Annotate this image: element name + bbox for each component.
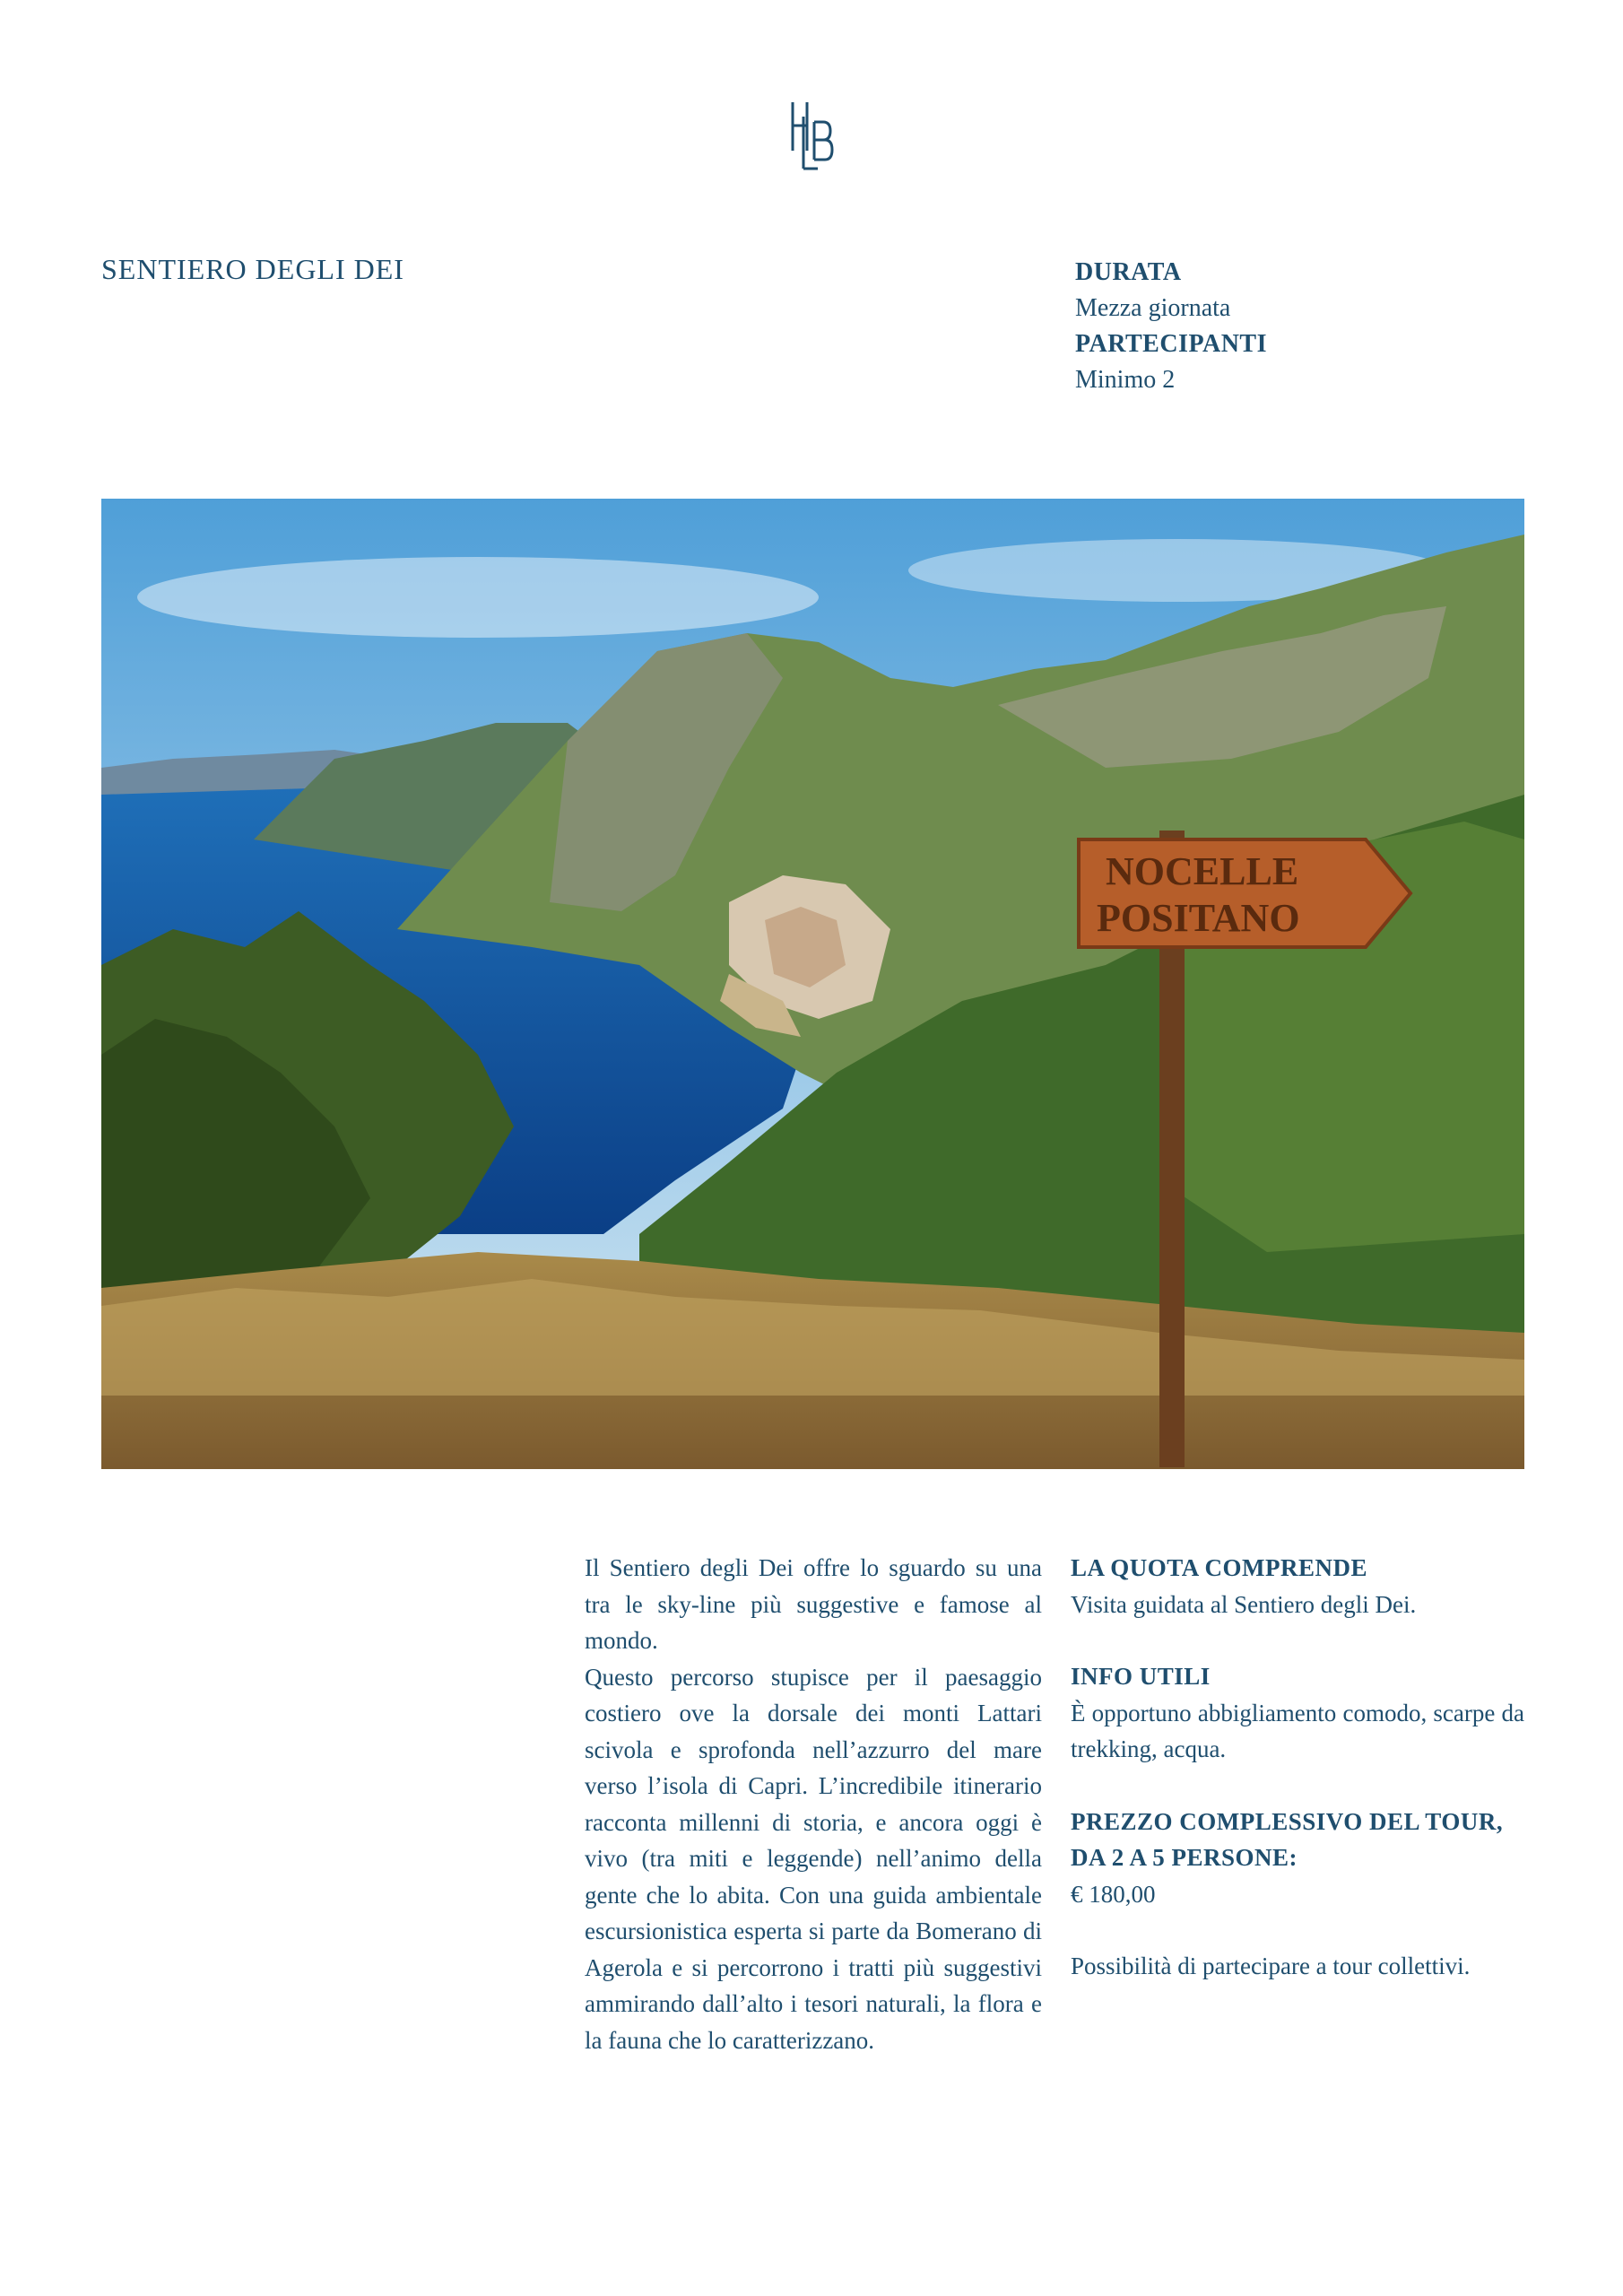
info-block: [1071, 1658, 1524, 1768]
sign-line-2: POSITANO: [1097, 896, 1300, 940]
hero-photo: [101, 499, 1524, 1469]
description-paragraph-1: Il Sentiero degli Dei offre lo sguardo su una tra le sky-line più suggestive e famose al mondo.: [585, 1554, 1042, 1654]
sign-line-1: NOCELLE: [1106, 849, 1299, 893]
price-block: [1071, 1804, 1524, 1913]
price-label-line-1: PREZZO COMPLESSIVO DEL TOUR,: [1071, 1807, 1504, 1835]
participants-value: Minimo 2: [1075, 366, 1176, 394]
monogram-icon: [787, 97, 836, 174]
info-label: INFO UTILI: [1071, 1663, 1211, 1690]
tour-details: [1071, 1550, 1524, 1985]
tour-meta: [1075, 255, 1267, 398]
includes-label: LA QUOTA COMPRENDE: [1071, 1554, 1368, 1581]
duration-value: Mezza giornata: [1075, 294, 1231, 322]
description-paragraph-2: Questo percorso stupisce per il paesaggio costiero ove la dorsale dei monti Lattari scivola e sprofonda nell’azzurro del mare verso l’isola di Capri. L’incredibile itinerario racconta millenni di storia, e ancora oggi è vivo (tra miti e leggende) nell’animo della gente che lo abita. Con una guida ambientale escursionistica esperta si parte da Bomerano di Agerola e si percorrono i tratti più suggestivi ammirando dall’alto i tesori naturali, la flora e la fauna che lo caratterizzano.: [585, 1663, 1042, 2054]
tour-description: [585, 1550, 1042, 2058]
coastline-landscape-image: [101, 499, 1524, 1469]
page-title: SENTIERO DEGLI DEI: [101, 253, 404, 285]
duration-label: DURATA: [1075, 258, 1182, 286]
includes-value: Visita guidata al Sentiero degli Dei.: [1071, 1590, 1417, 1618]
includes-block: [1071, 1550, 1524, 1622]
info-value: È opportuno abbigliamento comodo, scarpe da trekking, acqua.: [1071, 1699, 1524, 1762]
brand-logo: [787, 97, 836, 174]
participants-label: PARTECIPANTI: [1075, 330, 1267, 358]
collective-tour-note: Possibilità di partecipare a tour collettivi.: [1071, 1952, 1471, 1979]
price-value: € 180,00: [1071, 1880, 1156, 1908]
price-label-line-2: DA 2 A 5 PERSONE:: [1071, 1844, 1298, 1871]
